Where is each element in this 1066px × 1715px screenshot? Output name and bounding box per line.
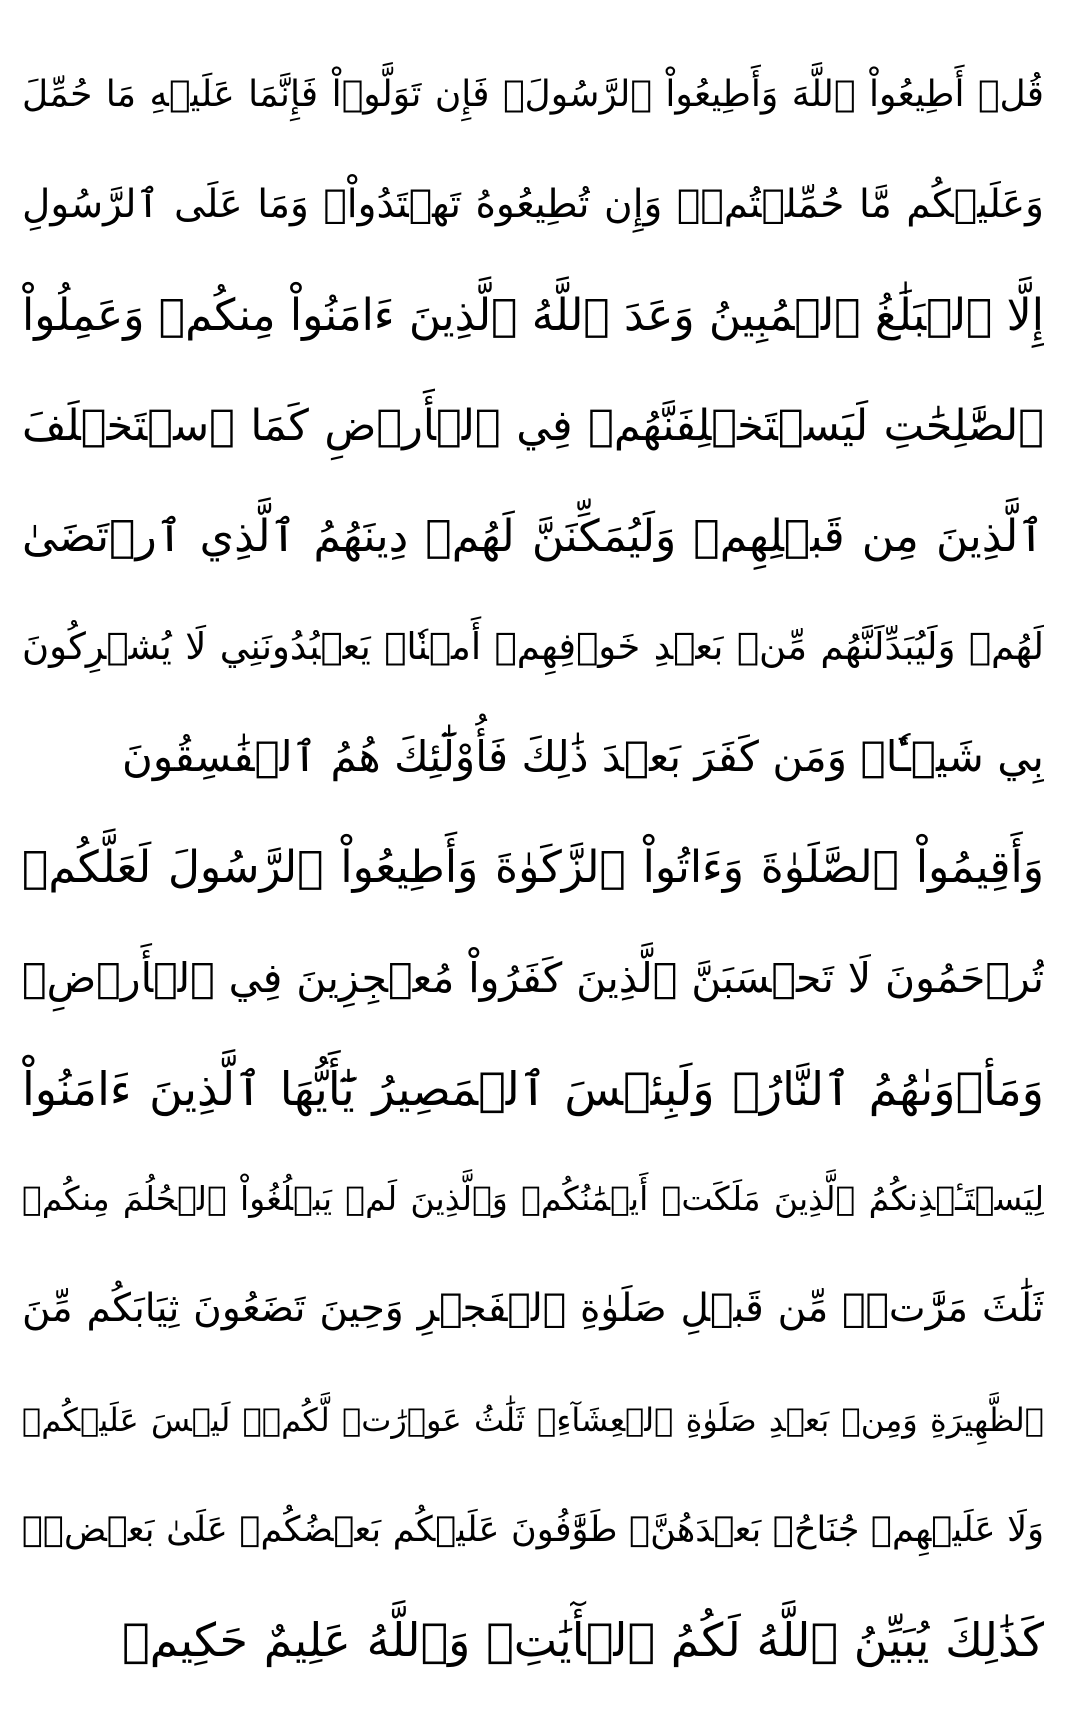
text-line: قُلۡ أَطِيعُواْ ٱللَّهَ وَأَطِيعُواْ ٱلرَّسُولَۖ فَإِن تَوَلَّوۡاْ فَإِنَّمَا عَلَيۡهِ مَا حُمِّلَ (22, 74, 1044, 115)
text-line: ٱلظَّهِيرَةِ وَمِنۢ بَعۡدِ صَلَوٰةِ ٱلۡعِشَآءِۚ ثَلَٰثُ عَوۡرَٰتٖ لَّكُمۡۚ لَيۡسَ عَلَيۡكُمۡ (22, 1400, 1044, 1439)
text-line: وَمَأۡوَىٰهُمُ ٱلنَّارُۖ وَلَبِئۡسَ ٱلۡمَصِيرُ يَٰٓأَيُّهَا ٱلَّذِينَ ءَامَنُواْ (22, 1061, 1044, 1116)
text-line: وَعَلَيۡكُم مَّا حُمِّلۡتُمۡۖ وَإِن تُطِيعُوهُ تَهۡتَدُواْۚ وَمَا عَلَى ٱلرَّسُولِ (22, 182, 1044, 228)
text-line: ٱلصَّٰلِحَٰتِ لَيَسۡتَخۡلِفَنَّهُمۡ فِي ٱلۡأَرۡضِ كَمَا ٱسۡتَخۡلَفَ (22, 401, 1044, 452)
text-line: لِيَسۡتَـٔۡذِنكُمُ ٱلَّذِينَ مَلَكَتۡ أَيۡمَٰنُكُمۡ وَٱلَّذِينَ لَمۡ يَبۡلُغُواْ ٱلۡحُلُمَ مِنكُمۡ (22, 1178, 1044, 1218)
text-line: لَهُمۡ وَلَيُبَدِّلَنَّهُم مِّنۢ بَعۡدِ خَوۡفِهِمۡ أَمۡنٗاۚ يَعۡبُدُونَنِي لَا يُشۡرِكُونَ (22, 624, 1044, 668)
text-line: إِلَّا ٱلۡبَلَٰغُ ٱلۡمُبِينُ وَعَدَ ٱللَّهُ ٱلَّذِينَ ءَامَنُواْ مِنكُمۡ وَعَمِلُواْ (22, 289, 1044, 341)
text-line: ٱلَّذِينَ مِن قَبۡلِهِمۡ وَلَيُمَكِّنَنَّ لَهُمۡ دِينَهُمُ ٱلَّذِي ٱرۡتَضَىٰ (22, 510, 1044, 562)
text-line: ثَلَٰثَ مَرَّٰتٖۚ مِّن قَبۡلِ صَلَوٰةِ ٱلۡفَجۡرِ وَحِينَ تَضَعُونَ ثِيَابَكُم مِّنَ (22, 1286, 1044, 1332)
text-line: تُرۡحَمُونَ لَا تَحۡسَبَنَّ ٱلَّذِينَ كَفَرُواْ مُعۡجِزِينَ فِي ٱلۡأَرۡضِۚ (22, 954, 1044, 1003)
text-line: وَأَقِيمُواْ ٱلصَّلَوٰةَ وَءَاتُواْ ٱلزَّكَوٰةَ وَأَطِيعُواْ ٱلرَّسُولَ لَعَلَّكُمۡ (22, 841, 1044, 893)
text-line: كَذَٰلِكَ يُبَيِّنُ ٱللَّهُ لَكُمُ ٱلۡأٓيَٰتِۗ وَٱللَّهُ عَلِيمٌ حَكِيمٞ (122, 1613, 1044, 1668)
quran-text-block (22, 40, 1044, 1696)
text-line: بِي شَيۡـٔٗاۚ وَمَن كَفَرَ بَعۡدَ ذَٰلِكَ فَأُوْلَٰٓئِكَ هُمُ ٱلۡفَٰسِقُونَ (122, 732, 1044, 782)
text-line: وَلَا عَلَيۡهِمۡ جُنَاحُۢ بَعۡدَهُنَّۚ طَوَّٰفُونَ عَلَيۡكُم بَعۡضُكُمۡ عَلَىٰ بَعۡضٖۚ (22, 1510, 1044, 1551)
